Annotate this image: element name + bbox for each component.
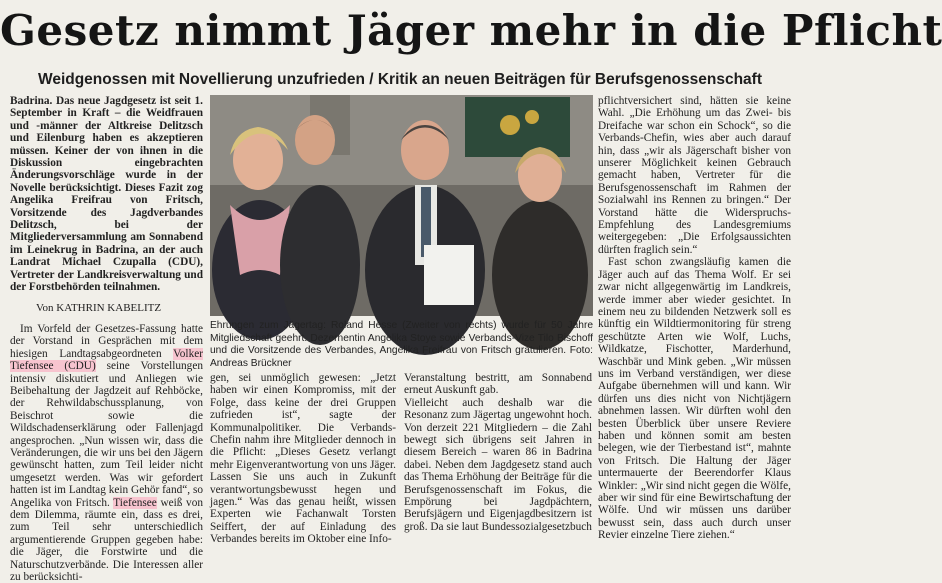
body-paragraph: Fast schon zwangsläufig kamen die Jäger auch auf das Thema Wolf. Er sei zwar nicht allgegenwärtig im Landkreis, werde immer aber wieder gesichtet. In einem neu zu bildenden Netzwerk soll es künftig ein Wildtiermonitoring für streng geschützte Arten wie Wolf, Luchs, Wildkatze, Fischotter, Marderhund, Waschbär und Mink geben. „Wir müssen uns im Verband verständigen, wer diese Aufgabe übernehmen will und kann. Wir dürfen uns dies nicht von Nichtjägern abnehmen lassen. Wir dürften wohl den besten Überblick über unsere Reviere haben und können somit am besten belegen, wie der Tierbestand ist“, mahnte von Fritsch. Die Haltung der Jäger untermauerte der Beerendorfer Klaus Winkler: „Wir sind nicht gegen die Wölfe, aber wir sind für eine Bewirtschaftung der Wölfe. Und wir müssen uns darüber bewusst sein, dass auch durch unser Revier einzelne Tiere ziehen.“ bbox=[598, 256, 791, 542]
body-paragraph: gen, sei unmöglich gewesen: „Jetzt haben wir einen Kompromiss, mit der Folge, dass keine der drei Gruppen zufrieden ist“, sagte der Kommunalpolitiker. Die Verbands-Chefin nahm ihre Mitglieder dennoch in die Pflicht: „Dieses Gesetz verlangt mehr Eigenverantwortung von uns Jäger. Lassen Sie uns auch in Zukunft verantwortungsbewusst hegen und jagen.“ Was das genau heißt, wissen Experten wie Fachanwalt Torsten Seiffert, der auf Einladung des Verbandes bereits im Oktober eine Info- bbox=[210, 372, 396, 546]
photo-illustration bbox=[210, 95, 593, 316]
body-paragraph: pflichtversichert sind, hätten sie keine Wahl. „Die Erhöhung um das Zwei- bis Dreifache war schon ein Schock“, so die Verbands-Chefin, wies aber auch darauf hin, dass „wir als Jägerschaft bisher von unserer Möglichkeit keinen Gebrauch gemacht haben, Vertreter für die Berufsgenossenschaft im Rahmen der Sozialwahl ins Rennen zu bringen.“ Der Vorstand hätte die Widerspruchs-Empfehlung des Landesgremiums weitergegeben: „Die Erfolgsaussichten dürften fraglich sein.“ bbox=[598, 95, 791, 256]
article-column-3 bbox=[404, 372, 592, 533]
body-paragraph bbox=[10, 323, 203, 583]
photo-caption: Ehrungen zum Jägertag: Roland Hesse (Zweiter von rechts) wurde für 50 Jahre Mitgliedschaft geehrt. Dezernentin Angelika Stoye sowie Verbands-Vize Tilo Bischoff und die Vorsitzende des Verbandes, Angelika Freifrau von Fritsch gratulieren. Foto: Andreas Brückner bbox=[210, 320, 593, 369]
highlighted-name: Tiefensee bbox=[113, 496, 157, 509]
certificate bbox=[424, 245, 474, 305]
lead-paragraph: Badrina. Das neue Jagdgesetz ist seit 1. September in Kraft – die Weidfrauen und -männer der Altkreise Delitzsch und Eilenburg haben es akzeptieren müssen. Keiner der von ihnen in die Diskussion eingebrachten Änderungsvorschläge wurde in der Novelle berücksichtigt. Dieses Fazit zog Angelika Freifrau von Fritsch, Vorsitzende des Jagdverbandes Delitzsch, bei der Mitgliederversammlung am Sonnabend im Leinekrug in Badrina, an der auch Landrat Michael Czupalla (CDU), Vertreter der Landkreisverwaltung und der Forstbehörden teilnahmen. bbox=[10, 95, 203, 294]
article-column-2 bbox=[210, 372, 396, 546]
highlighted-name: Volker Tiefensee (CDU) bbox=[10, 347, 203, 373]
body-text: Im Vorfeld der Gesetzes-Fassung hatte der Vorstand in Gesprächen mit dem hiesigen Landtagsabgeordneten bbox=[10, 322, 203, 360]
article-column-4 bbox=[598, 95, 791, 542]
body-text: seine Vorstellungen intensiv diskutiert und Anliegen wie Beibehaltung der Jagdzeit auf Rehböcke, der Rehwildabschussplanung, von Beischrot sowie die Wildschadenserklärung oder Fallenjagd angesprochen. „Nun wissen wir, dass die Veränderungen, die wir uns bei den Jägern gewünscht hatten, zum Teil leider nicht umgesetzt werden. Was wir gefordert hatten ist im Landtag kein Gehör fand“, so Angelika von Fritsch. bbox=[10, 360, 203, 509]
article-photo bbox=[210, 95, 593, 316]
headline: Gesetz nimmt Jäger mehr in die Pflicht bbox=[0, 6, 942, 55]
article-column-1 bbox=[10, 95, 204, 583]
byline: Von KATHRIN KABELITZ bbox=[36, 301, 162, 314]
subheadline: Weidgenossen mit Novellierung unzufrieden / Kritik an neuen Beiträgen für Berufsgenossenschaft bbox=[37, 71, 763, 88]
body-paragraph: Veranstaltung bestritt, am Sonnabend erneut Auskunft gab. Vielleicht auch deshalb war die Resonanz zum Jägertag ungewohnt hoch. Von derzeit 221 Mitgliedern – die Zahl bewegt sich übrigens seit Jahren in diesem Bereich – waren 86 in Badrina dabei. Neben dem Jagdgesetz stand auch das Thema Erhöhung der Beiträge für die Berufsgenossenschaft im Fokus, die Empörung bei Jagdpächtern, Berufsjägern und Eigenjagdbesitzern ist groß. Da sie laut Bundessozialgesetzbuch bbox=[404, 372, 592, 533]
body-text: weiß von dem Dilemma, räumte ein, dass es drei, zum Teil sehr unterschiedlich argumentierende Gruppen gegeben habe: die Jäger, die Forstwirte und die Naturschutzverbände. Die Interessen aller zu berücksichti- bbox=[10, 496, 204, 583]
